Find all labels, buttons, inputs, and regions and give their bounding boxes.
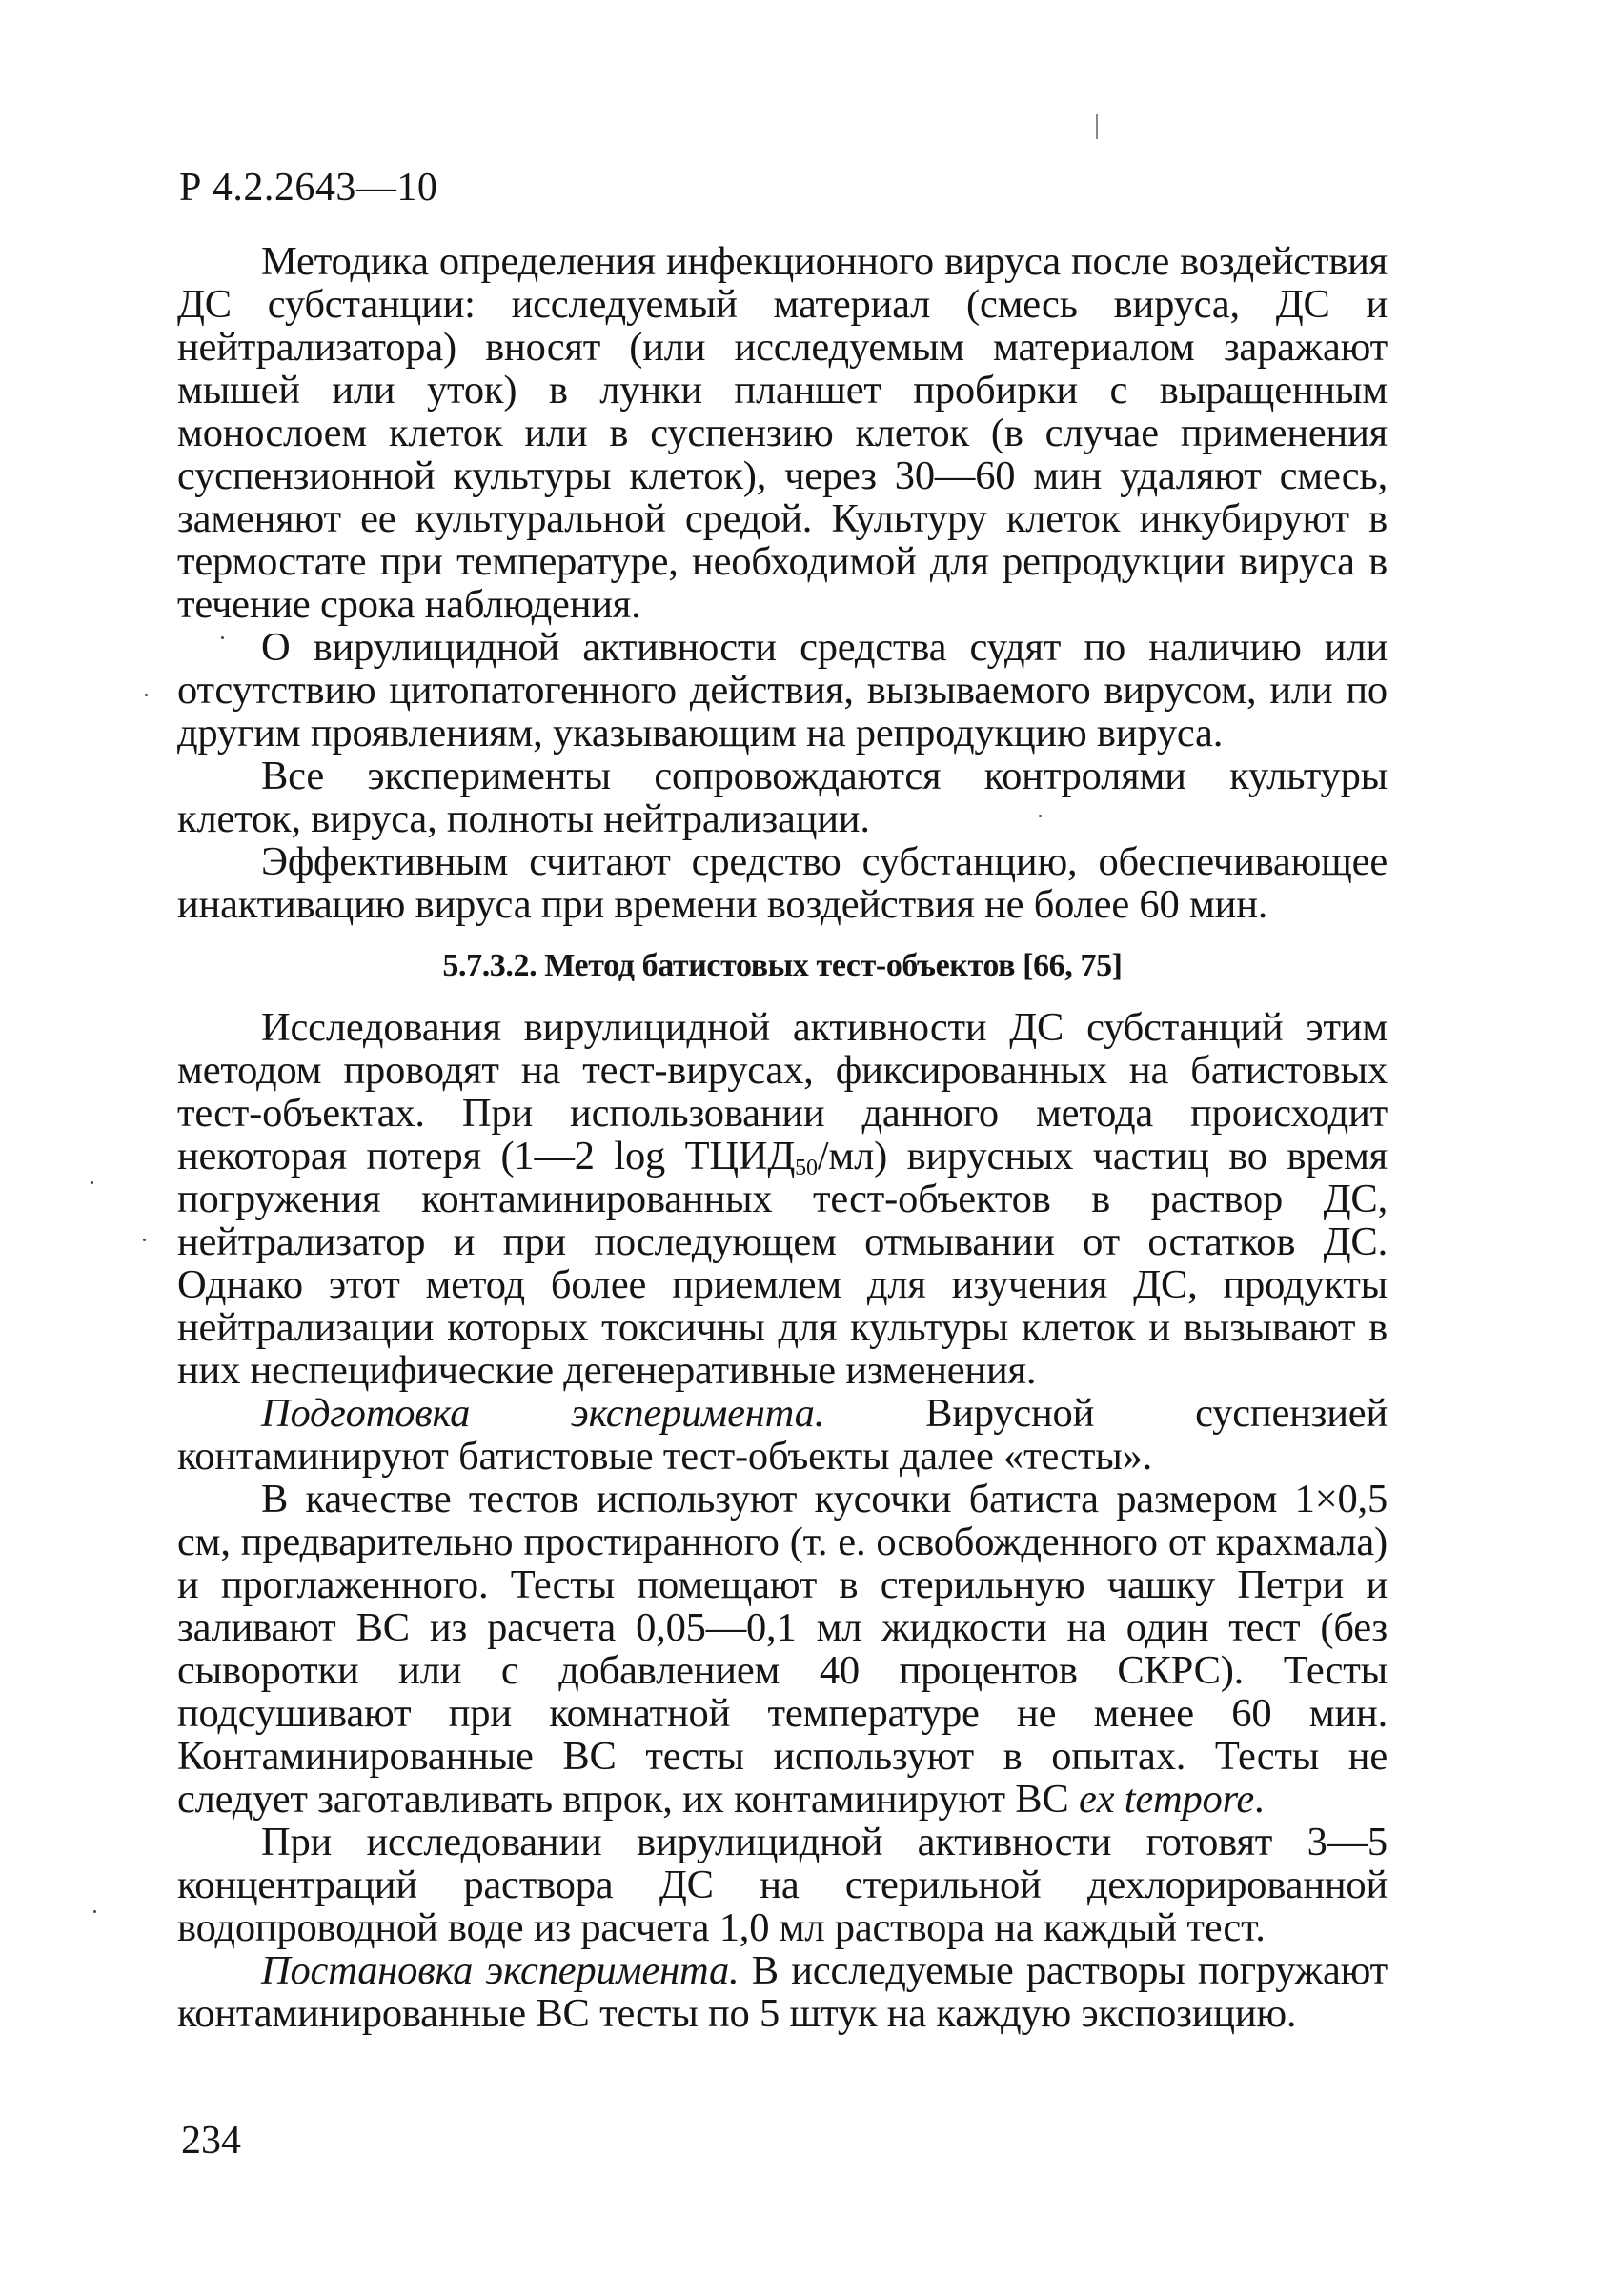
page-number: 234: [181, 2119, 241, 2163]
subscript: 50: [795, 1156, 818, 1180]
paragraph-effectiveness: Эффективным считают средство субстанцию, обеспечивающее инактивацию вируса при времени воздействия не более 60 мин.: [177, 839, 1388, 927]
paragraph-text: В качестве тестов используют кусочки батиста размером 1×0,5 см, предварительно простиранного (т. е. освобожденного от крахмала) и проглаженного. Тесты помещают в стерильную чашку Петри и заливают ВС из расчета 0,05—0,1 мл жидкости на один тест (без сыворотки или с добавлением 40 процентов СКРС). Тесты подсушивают при комнатной температуре не менее 60 мин. Контаминированные ВС тесты используют в опытах. Тесты не следует заготавливать впрок, их контаминируют ВС: [177, 1477, 1388, 1822]
paragraph-method-intro: [177, 1006, 1388, 1392]
paragraph-text: Вирусной суспензией контаминируют батистовые тест-объекты далее «тесты».: [177, 1391, 1388, 1479]
scan-speck: [93, 1910, 96, 1913]
section-heading: 5.7.3.2. Метод батистовых тест-объектов [66, 75]: [442, 948, 1123, 983]
paragraph-controls: Все эксперименты сопровождаются контролями культуры клеток, вируса, полноты нейтрализации.: [177, 754, 1388, 841]
scan-speck: [91, 1181, 93, 1184]
paragraph-text: /мл) вирусных частиц во время погружения контаминированных тест-объектов в раствор ДС, нейтрализатор и при последующем отмывании от остатков ДС. Однако этот метод более приемлем для изучения ДС, продукты нейтрализации которых токсичны для культуры клеток и вызывают в них неспецифические дегенеративные изменения.: [177, 1134, 1388, 1393]
paragraph-setup: [177, 1949, 1388, 2035]
scan-speck: [145, 694, 148, 696]
paragraph-preparation: [177, 1392, 1388, 1478]
paragraph-text: .: [1254, 1777, 1265, 1822]
paragraph-tests: [177, 1478, 1388, 1821]
scan-speck: [143, 1239, 146, 1241]
scan-mark: [1096, 114, 1098, 139]
paragraph-method-description: Методика определения инфекционного вируса после воздействия ДС субстанции: исследуемый материал (смесь вируса, ДС и нейтрализатора) вносят (или исследуемым материалом заражают мышей или уток) в лунки планшет пробирки с выращенным монослоем клеток или в суспензию клеток (в случае применения суспензионной культуры клеток), через 30—60 мин удаляют смесь, заменяют ее культуральной средой. Культуру клеток инкубируют в термостате при температуре, необходимой для репродукции вируса в течение срока наблюдения.: [177, 239, 1388, 627]
document-code: Р 4.2.2643—10: [179, 166, 438, 210]
paragraph-text: Исследования вирулицидной активности ДС субстанций этим методом проводят на тест-вирусах, фиксированных на батистовых тест-объектах. При использовании данного метода происходит некоторая потеря (1—2 log ТЦИД: [177, 1005, 1388, 1178]
paragraph-text: В исследуемые растворы погружают контаминированные ВС тесты по 5 штук на каждую экспозицию.: [177, 1948, 1388, 2036]
italic-term: ex tempore: [1078, 1777, 1255, 1822]
document-body: [177, 240, 1388, 2035]
paragraph-activity-assessment: О вирулицидной активности средства судят по наличию или отсутствию цитопатогенного действия, вызываемого вирусом, или по другим проявлениям, указывающим на репродукцию вируса.: [177, 625, 1388, 755]
italic-subheading: Подготовка эксперимента.: [261, 1391, 825, 1436]
italic-subheading: Постановка эксперимента.: [261, 1948, 740, 1993]
paragraph-concentrations: При исследовании вирулицидной активности готовят 3—5 концентраций раствора ДС на стерильной дехлорированной водопроводной воде из расчета 1,0 мл раствора на каждый тест.: [177, 1820, 1388, 1950]
